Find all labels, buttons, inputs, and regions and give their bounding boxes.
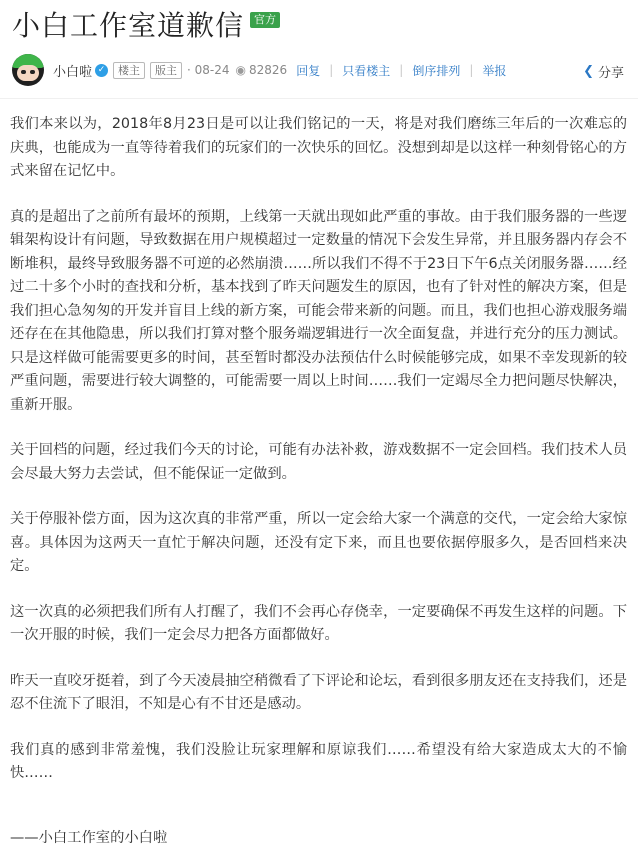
paragraph: 我们真的感到非常羞愧，我们没脸让玩家理解和原谅我们……希望没有给大家造成太大的不愉快…… — [10, 741, 627, 781]
separator: | — [329, 63, 334, 77]
official-badge: 官方 — [250, 12, 280, 28]
verified-icon: ✓ — [95, 64, 108, 77]
paragraph: 这一次真的必须把我们所有人打醒了，我们不会再心存侥幸，一定要确保不再发生这样的问题。下一次开服的时候，我们一定会尽力把各方面都做好。 — [10, 603, 627, 643]
paragraph: 真的是超出了之前所有最坏的预期，上线第一天就出现如此严重的事故。由于我们服务器的一些逻辑架构设计有问题，导致数据在用户规模超过一定数量的情况下会发生异常，并且服务器内存会不断堆积，最终导致服务器不可逆的必然崩溃……所以我们不得不于23日下午6点关闭服务器……经过二十多个小时的查找和分析，基本找到了昨天问题发生的原因，也有了针对性的解决方案，但是我们担心急匆匆的开发并盲目上线的新方案，可能会带来新的问题。而且，我们也担心游戏服务端还存在在其他隐患，所以我们打算对整个服务端逻辑进行一次全面复盘，并进行充分的压力测试。只是这样做可能需要更多的时间，甚至暂时都没办法预估什么时候能够完成，如果不幸发现新的较严重问题，需要进行较大调整的，可能需要一周以上时间……我们一定竭尽全力把问题尽快解决，重新开服。 — [10, 208, 627, 413]
title-row — [12, 6, 280, 46]
paragraph: 我们本来以为，2018年8月23日是可以让我们铭记的一天，将是对我们磨练三年后的一次难忘的庆典，也能成为一直等待着我们的玩家们的一次快乐的回忆。没想到却是以这样一种刻骨铭心的方式来留在记忆中。 — [10, 116, 627, 179]
report-link[interactable]: 举报 — [482, 63, 507, 78]
avatar-eye-right — [30, 70, 35, 74]
post-content — [10, 113, 627, 808]
share-label: 分享 — [597, 66, 624, 81]
share-button[interactable] — [583, 62, 624, 81]
tag-moderator: 版主 — [150, 62, 182, 79]
eye-icon: ◉ — [235, 63, 246, 77]
post-title: 小白工作室道歉信 — [12, 9, 245, 42]
paragraph: 昨天一直咬牙挺着，到了今天凌晨抽空稍微看了下评论和论坛，看到很多朋友还在支持我们，还是忍不住流下了眼泪，不知是心有不甘还是感动。 — [10, 672, 627, 712]
paragraph: 关于停服补偿方面，因为这次真的非常严重，所以一定会给大家一个满意的交代，一定会给大家惊喜。具体因为这两天一直忙于解决问题，还没有定下来，而且也要依据停服多久，是否回档来决定。 — [10, 511, 627, 574]
avatar-eye-left — [21, 70, 26, 74]
signature: ——小白工作室的小白啦 — [10, 830, 168, 846]
username[interactable]: 小白啦 — [53, 64, 93, 80]
separator: | — [399, 63, 404, 77]
share-icon: ❮ — [583, 64, 594, 79]
tag-owner: 楼主 — [113, 62, 145, 79]
reverse-order-link[interactable]: 倒序排列 — [412, 63, 461, 78]
avatar[interactable] — [12, 54, 44, 86]
post-date: · 08-24 — [187, 63, 230, 77]
divider — [0, 98, 638, 99]
view-count: 82826 — [249, 63, 288, 77]
post-meta — [12, 54, 630, 86]
separator: | — [469, 63, 474, 77]
only-owner-link[interactable]: 只看楼主 — [342, 63, 391, 78]
paragraph: 关于回档的问题，经过我们今天的讨论，可能有办法补救，游戏数据不一定会回档。我们技术人员会尽最大努力去尝试，但不能保证一定做到。 — [10, 442, 627, 482]
reply-link[interactable]: 回复 — [296, 63, 321, 78]
